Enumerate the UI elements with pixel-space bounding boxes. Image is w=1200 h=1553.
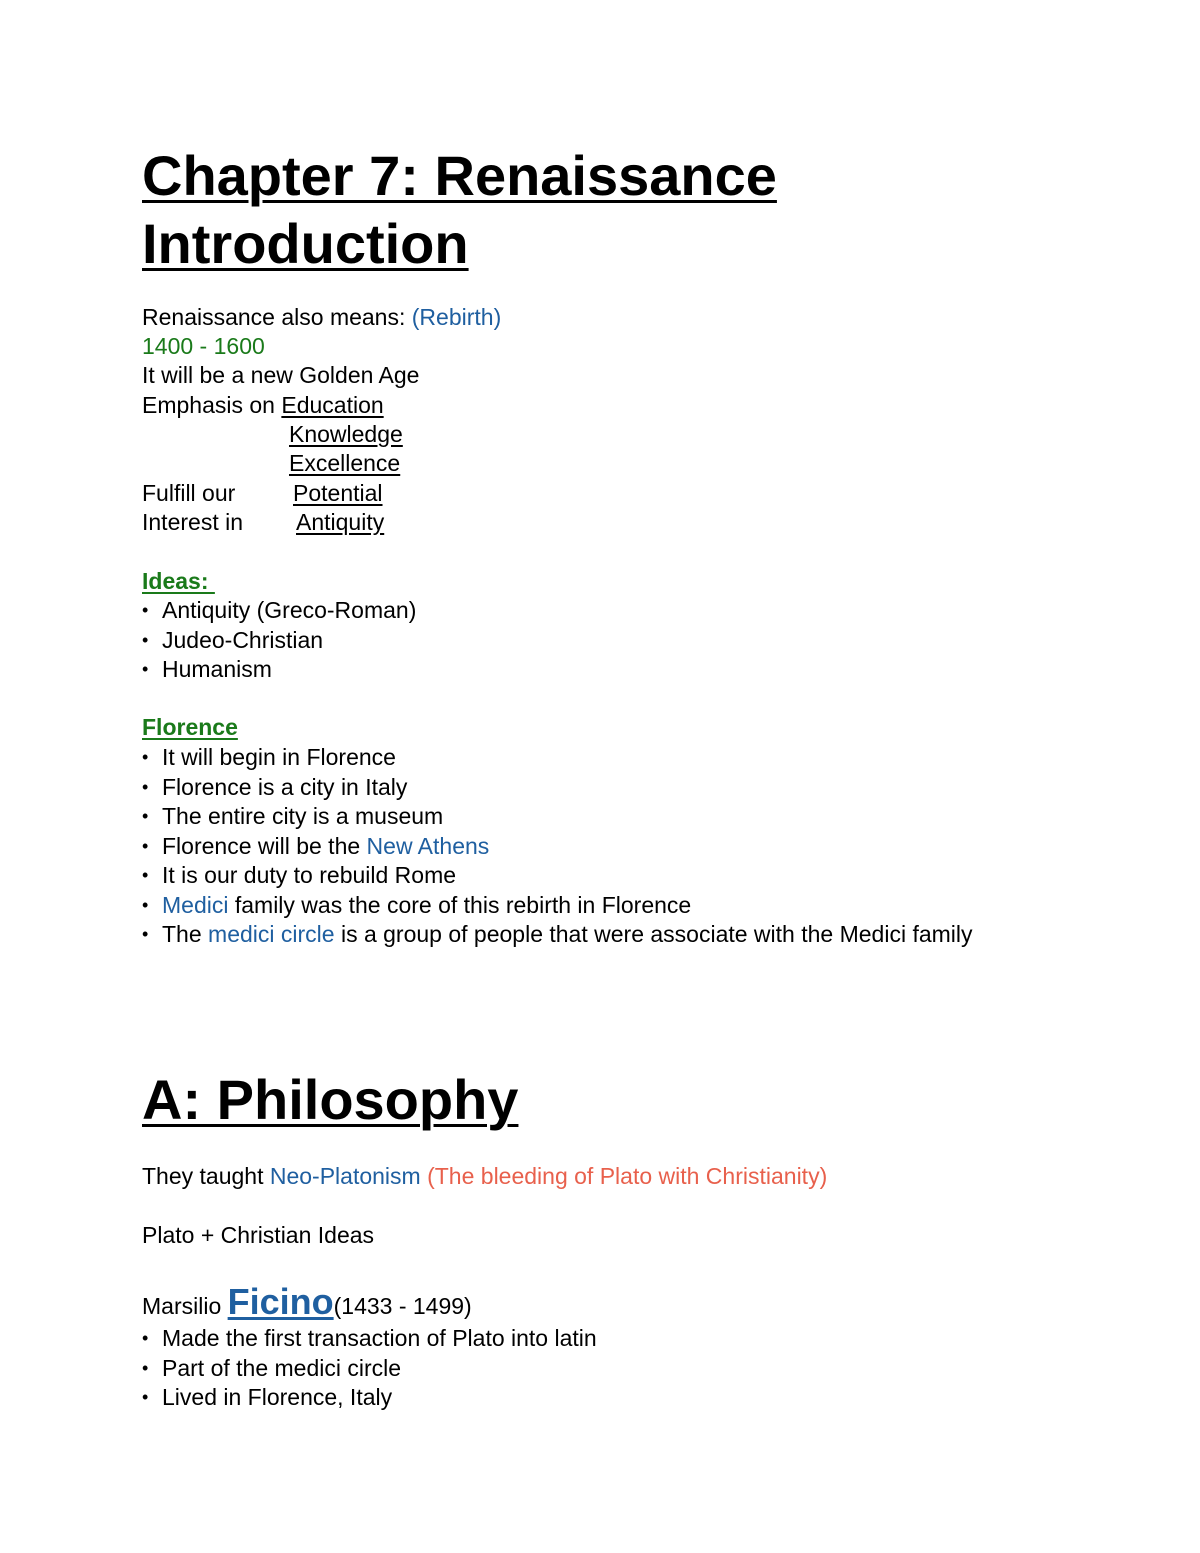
emphasis-knowledge: Knowledge bbox=[289, 421, 403, 447]
fulfill-label: Fulfill our bbox=[142, 480, 236, 506]
list-item: • It is our duty to rebuild Rome bbox=[142, 861, 1022, 891]
chapter-title-line-2: Introduction bbox=[142, 212, 469, 275]
fulfill-value-line bbox=[293, 479, 383, 509]
emphasis-line bbox=[142, 391, 384, 421]
list-item: • Lived in Florence, Italy bbox=[142, 1383, 1022, 1413]
medici-post: family was the core of this rebirth in Florence bbox=[228, 891, 692, 918]
taught-pre: They taught bbox=[142, 1163, 270, 1189]
years-line: 1400 - 1600 bbox=[142, 333, 265, 359]
list-item: • Florence is a city in Italy bbox=[142, 773, 1022, 803]
list-item: • Made the first transaction of Plato into latin bbox=[142, 1324, 1022, 1354]
person-dates: (1433 - 1499) bbox=[333, 1293, 472, 1319]
golden-age-line: It will be a new Golden Age bbox=[142, 362, 420, 388]
interest-label: Interest in bbox=[142, 509, 243, 535]
renaissance-means-line bbox=[142, 303, 501, 333]
person-last-name: Ficino bbox=[227, 1281, 334, 1322]
list-item bbox=[142, 832, 1022, 862]
list-item: • Antiquity (Greco-Roman) bbox=[142, 596, 1022, 626]
emphasis-education: Education bbox=[281, 392, 384, 418]
list-item bbox=[142, 891, 1022, 921]
list-item: • Part of the medici circle bbox=[142, 1354, 1022, 1384]
ficino-list bbox=[142, 1324, 1022, 1413]
person-line bbox=[142, 1280, 472, 1328]
list-item: • Humanism bbox=[142, 655, 1022, 685]
new-athens-term: New Athens bbox=[366, 832, 490, 859]
athens-pre: Florence will be the bbox=[162, 832, 367, 859]
list-item bbox=[142, 920, 1022, 950]
plato-line: Plato + Christian Ideas bbox=[142, 1222, 375, 1248]
ideas-list bbox=[142, 596, 1022, 685]
ideas-heading: Ideas: bbox=[142, 568, 215, 594]
emphasis-label: Emphasis on bbox=[142, 392, 282, 418]
philosophy-heading: A: Philosophy bbox=[142, 1068, 519, 1131]
florence-list bbox=[142, 743, 1022, 950]
medici-circle-term: medici circle bbox=[208, 921, 335, 947]
chapter-title-line-1: Chapter 7: Renaissance bbox=[142, 144, 777, 207]
emphasis-excellence-line bbox=[289, 449, 400, 479]
florence-heading: Florence bbox=[142, 714, 238, 740]
neo-platonism-definition: (The bleeding of Plato with Christianity) bbox=[420, 1163, 828, 1189]
list-item: • It will begin in Florence bbox=[142, 743, 1022, 773]
fulfill-potential: Potential bbox=[293, 480, 383, 506]
interest-value-line bbox=[296, 508, 384, 538]
list-item: • Judeo-Christian bbox=[142, 626, 1022, 656]
emphasis-excellence: Excellence bbox=[289, 450, 401, 476]
circle-post: is a group of people that were associate with the Medici family bbox=[334, 921, 973, 947]
interest-antiquity: Antiquity bbox=[296, 509, 385, 535]
taught-line bbox=[142, 1162, 827, 1192]
circle-pre: The bbox=[162, 921, 209, 947]
renaissance-means-label: Renaissance also means: bbox=[142, 304, 412, 330]
medici-term: Medici bbox=[162, 891, 229, 918]
list-item: • The entire city is a museum bbox=[142, 802, 1022, 832]
emphasis-knowledge-line bbox=[289, 420, 403, 450]
rebirth-term: (Rebirth) bbox=[411, 304, 502, 330]
person-first-name: Marsilio bbox=[142, 1293, 228, 1319]
neo-platonism-term: Neo-Platonism bbox=[269, 1163, 421, 1189]
